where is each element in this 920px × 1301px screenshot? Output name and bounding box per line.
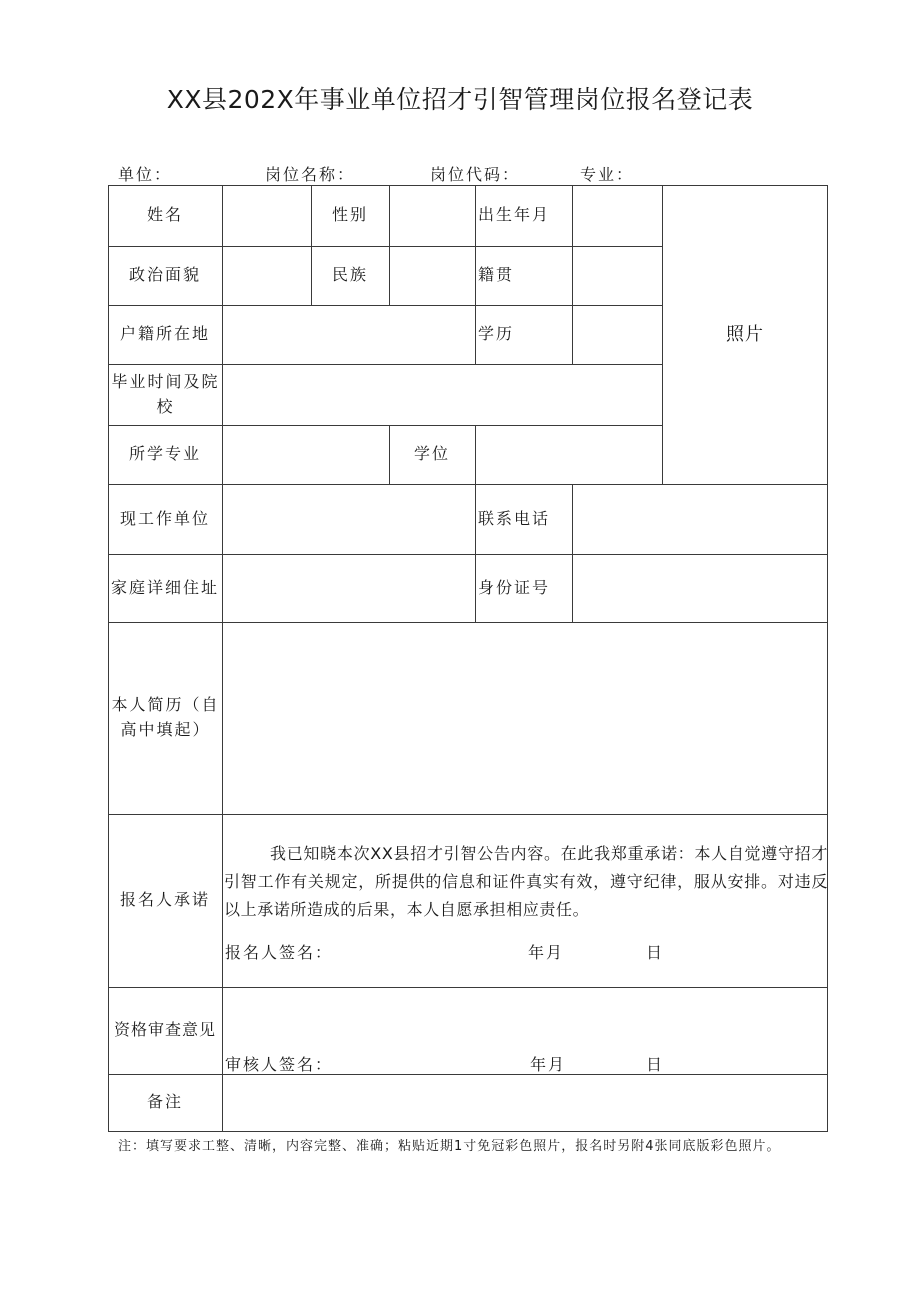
applicant-year-month: 年月 bbox=[528, 943, 565, 962]
address-label: 家庭详细住址 bbox=[110, 577, 219, 597]
remarks-label: 备注 bbox=[146, 1092, 183, 1112]
study-major-label: 所学专业 bbox=[128, 444, 201, 464]
photo-area[interactable]: 照片 bbox=[726, 324, 764, 346]
post-code-label: 岗位代码： bbox=[430, 165, 521, 184]
reviewer-signature-label: 审核人签名： bbox=[225, 1055, 334, 1074]
phone-field[interactable] bbox=[573, 485, 827, 554]
study-major-field[interactable] bbox=[223, 426, 389, 484]
graduation-field[interactable] bbox=[223, 365, 662, 425]
native-place-field[interactable] bbox=[573, 247, 662, 305]
household-field[interactable] bbox=[223, 306, 475, 364]
politics-label: 政治面貌 bbox=[128, 265, 201, 285]
remarks-field[interactable] bbox=[223, 1075, 827, 1131]
reviewer-day: 日 bbox=[646, 1055, 665, 1074]
degree-field[interactable] bbox=[476, 426, 662, 484]
id-number-label: 身份证号 bbox=[478, 577, 551, 597]
work-unit-field[interactable] bbox=[223, 485, 475, 554]
applicant-day: 日 bbox=[646, 943, 665, 962]
name-label: 姓名 bbox=[146, 205, 183, 225]
border-right bbox=[827, 185, 828, 1132]
household-label: 户籍所在地 bbox=[119, 324, 210, 344]
commitment-text: 我已知晓本次XX县招才引智公告内容。在此我郑重承诺：本人自觉遵守招才引智工作有关规定，所提供的信息和证件真实有效，遵守纪律，服从安排。对违反以上承诺所造成的后果，本人自愿承担相应责任。 bbox=[224, 844, 828, 919]
resume-label: 本人简历（自高中填起） bbox=[111, 695, 220, 739]
id-number-field[interactable] bbox=[573, 555, 827, 622]
form-title: XX县202X年事业单位招才引智管理岗位报名登记表 bbox=[166, 85, 754, 114]
border-bottom bbox=[108, 1131, 828, 1132]
phone-label: 联系电话 bbox=[478, 508, 551, 528]
address-field[interactable] bbox=[223, 555, 475, 622]
birth-label: 出生年月 bbox=[478, 205, 551, 225]
native-place-label: 籍贯 bbox=[478, 265, 515, 285]
unit-label: 单位： bbox=[118, 165, 173, 184]
reviewer-year-month: 年月 bbox=[530, 1055, 567, 1074]
ethnicity-label: 民族 bbox=[331, 265, 368, 285]
commitment-label: 报名人承诺 bbox=[119, 890, 210, 910]
name-field[interactable] bbox=[223, 186, 311, 246]
review-label: 资格审查意见 bbox=[113, 1020, 216, 1040]
applicant-signature-label: 报名人签名： bbox=[225, 943, 334, 962]
degree-label: 学位 bbox=[413, 444, 450, 464]
education-field[interactable] bbox=[573, 306, 662, 364]
graduation-label: 毕业时间及院校 bbox=[111, 371, 220, 416]
footnote: 注：填写要求工整、清晰，内容完整、准确；粘贴近期1寸免冠彩色照片，报名时另附4张同底版彩色照片。 bbox=[118, 1139, 781, 1154]
education-label: 学历 bbox=[478, 324, 515, 344]
politics-field[interactable] bbox=[223, 247, 311, 305]
ethnicity-field[interactable] bbox=[390, 247, 475, 305]
resume-field[interactable] bbox=[223, 623, 827, 814]
gender-field[interactable] bbox=[390, 186, 475, 246]
birth-field[interactable] bbox=[573, 186, 662, 246]
post-name-label: 岗位名称： bbox=[265, 165, 356, 184]
work-unit-label: 现工作单位 bbox=[119, 508, 210, 528]
gender-label: 性别 bbox=[331, 205, 368, 225]
major-label: 专业： bbox=[580, 165, 635, 184]
